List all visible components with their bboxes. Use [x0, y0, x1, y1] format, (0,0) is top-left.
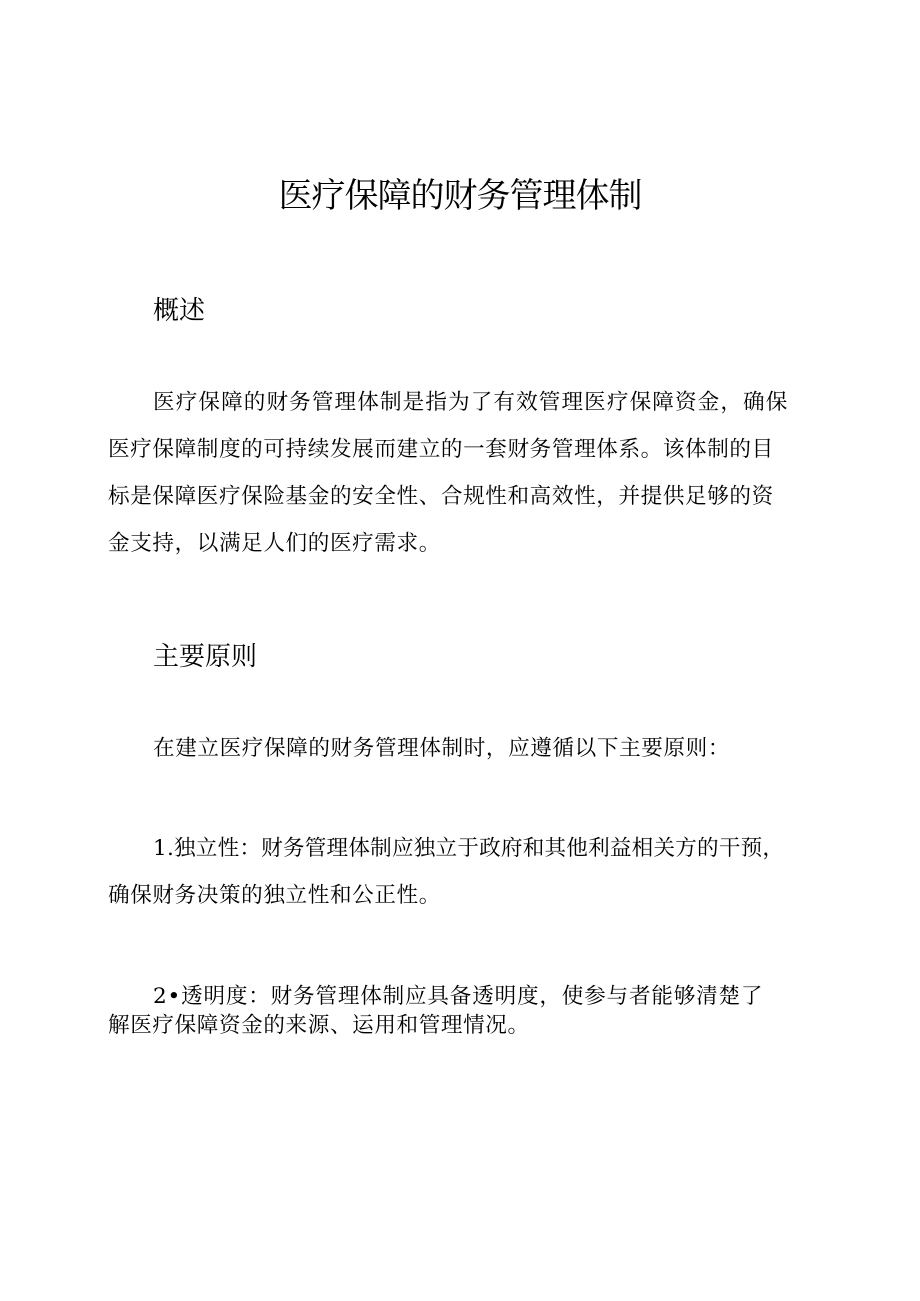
- principle-transparency-line-2: 解医疗保障资金的来源、运用和管理情况。: [108, 1013, 530, 1038]
- section-heading-principles: 主要原则: [153, 642, 258, 672]
- overview-paragraph-line-1: 医疗保障的财务管理体制是指为了有效管理医疗保障资金，确保: [153, 390, 789, 415]
- principles-intro-line-1: 在建立医疗保障的财务管理体制时，应遵循以下主要原则：: [153, 736, 731, 761]
- overview-paragraph-line-2: 医疗保障制度的可持续发展而建立的一套财务管理体系。该体制的目: [108, 437, 774, 462]
- section-heading-overview: 概述: [153, 296, 206, 326]
- overview-paragraph-line-3: 标是保障医疗保险基金的安全性、合规性和高效性，并提供足够的资: [108, 484, 774, 509]
- principle-independence-line-1: 1.独立性：财务管理体制应独立于政府和其他利益相关方的干预，: [153, 836, 785, 861]
- principle-transparency-line-1: 2•透明度：财务管理体制应具备透明度，使参与者能够清楚了: [153, 984, 764, 1009]
- document-title: 医疗保障的财务管理体制: [278, 176, 642, 216]
- overview-paragraph-line-4: 金支持，以满足人们的医疗需求。: [108, 531, 441, 556]
- principle-independence-line-2: 确保财务决策的独立性和公正性。: [108, 883, 441, 908]
